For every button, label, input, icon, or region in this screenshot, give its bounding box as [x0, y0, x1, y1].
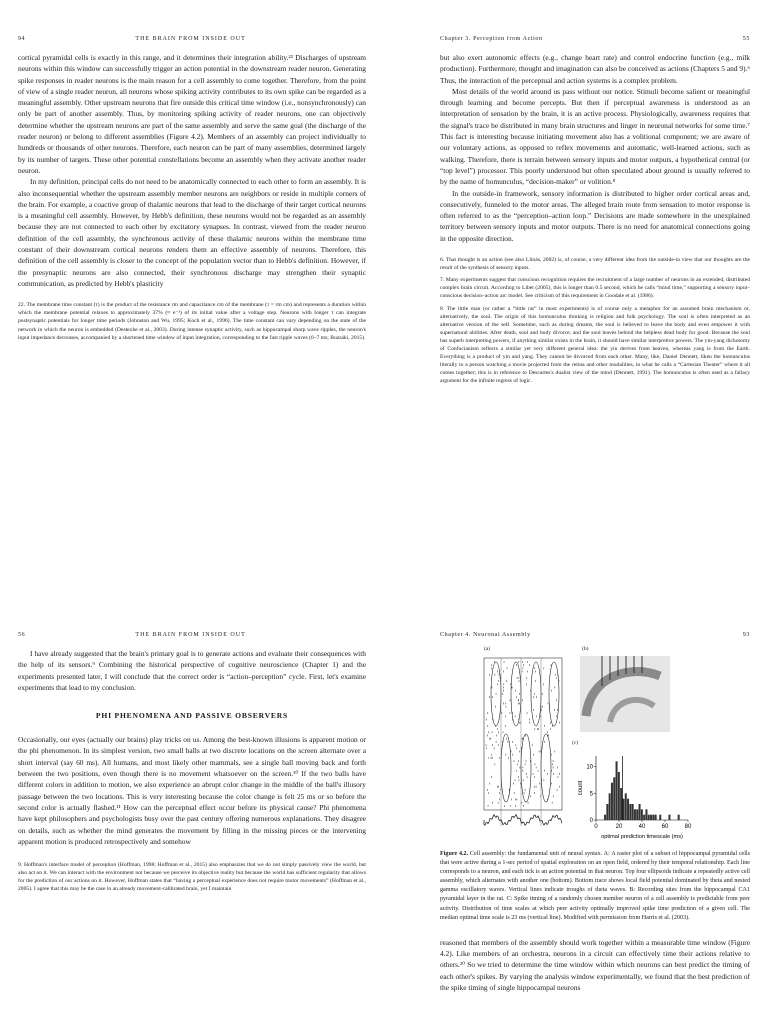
- y-tick-label: 5: [589, 791, 593, 798]
- page-header: [440, 632, 750, 638]
- y-tick-label: 0: [589, 818, 593, 824]
- histogram-bar: [606, 804, 608, 820]
- body-paragraph: In the outside-in framework, sensory information is distributed to higher order cortical areas and, consecutively, funneled to the motor areas. The alleged brain route from sensation to motor response is often referred to as the “perception–action loop.” Decisions are made somewhere in the unexplained territory between sensory inputs and motor outputs. There is no need for anatomical connections going in the opposite direction.: [440, 188, 750, 243]
- panel-a-label: (a): [484, 646, 491, 652]
- histogram-y-ticks: [586, 765, 596, 824]
- page-number: 56: [18, 632, 26, 638]
- histogram-bar: [611, 783, 613, 820]
- page-number: 93: [742, 632, 750, 638]
- histogram-bar: [609, 793, 611, 820]
- figure-caption: [440, 850, 750, 923]
- histogram-bar: [618, 772, 620, 820]
- x-tick-label: 40: [638, 824, 646, 830]
- histogram-bar: [655, 815, 657, 820]
- histogram-bar: [634, 809, 636, 820]
- chapter-head: Chapter 3. Perception from Action: [440, 36, 543, 42]
- histogram-bar: [636, 809, 638, 820]
- histogram-bar: [625, 793, 627, 820]
- section-heading: PHI PHENOMENA AND PASSIVE OBSERVERS: [95, 711, 289, 721]
- raster-plot: [480, 656, 566, 836]
- running-head: THE BRAIN FROM INSIDE OUT: [135, 36, 246, 42]
- x-tick-label: 80: [684, 824, 692, 830]
- histogram-bar: [627, 799, 629, 820]
- page-55: [440, 36, 750, 518]
- section-paragraph: Occasionally, our eyes (actually our brains) play tricks on us. Among the best-known illusions is apparent motion or the phi phenomenon. In its simplest version, two small balls at two discrete locations on the screen alternate over a short interval (say 60 ms). All humans, and most likely other mammals, see a single ball moving back and forth between the two positions, even though there is no movement whatsoever on the screen.¹⁰ If the two balls have different colors in addition to motion, we also experience an abrupt color change in the middle of the ball's illusory passage between the two locations. This is very interesting because the color change is felt 25 ms or so before the second color is actually flashed.¹¹ How can the perceptual effect occur before its physical cause? Phi phenomena have kept philosophers and psychologists busy over the past century offering numerous explanations. They disagree on details, such as whether the mind generates the movement by filling in the missing pieces or the intervening apparent motion is produced retrospectively and somehow: [18, 735, 366, 846]
- page-header: [18, 632, 366, 638]
- histogram-bar: [643, 815, 645, 820]
- histogram-bar: [641, 809, 643, 820]
- page-number: 94: [18, 36, 26, 42]
- page-94: [18, 36, 366, 518]
- assembly-ellipse: [541, 734, 551, 802]
- page-number: 55: [742, 36, 750, 42]
- theta-trough-lines: [501, 658, 541, 826]
- footnote: 22. The membrane time constant (τ) is the product of the resistance rm and capacitance cm of the membrane (τ = rm cm) and represents a duration within which the membrane potential relaxes to approximately 37% (≈ e⁻¹) of its initial value after a voltage step. Neurons with longer τ can integrate postsynaptic potentials for longer time periods (Johnston and Wu, 1995; Koch et al., 1996). The time constant can vary depending on the state of the network in which the neuron is embedded (Destexhe et al., 2003). During intense synaptic activity, such as hippocampal sharp wave ripples, the neuron's input impedance decreases, accompanied by a shortened time window of input integration, corresponding to the fast ripple waves (6–7 ms; Buzsáki, 2015).: [18, 302, 366, 341]
- histogram-bar: [648, 815, 650, 820]
- timescale-histogram: [576, 748, 696, 840]
- histogram-bar: [604, 815, 606, 820]
- histogram-bar: [659, 815, 661, 820]
- histogram-bar: [613, 777, 615, 820]
- histogram-bar: [629, 804, 631, 820]
- caption-text: Cell assembly: the fundamental unit of neural syntax. A: A raster plot of a subset of hippocampal pyramidal cells that were active during a 1-sec period of spatial exploration on an open field, ordered by their temporal relationship. Each line corresponds to a neuron, and each tick is an action potential in that neuron. Top four ellipsoids indicate a repeatedly active cell assembly, which alternates with another one (bottom). Bottom trace shows local field potential dominated by theta and nested gamma oscillatory waves. Vertical lines indicate troughs of theta waves. B: Recording sites from the hippocampal CA1 pyramidal layer in the rat. C: Spike timing of a randomly chosen member neuron of a cell assembly is predictable from peer activity. Distribution of time scales at which peer activity optimally improved spike time prediction of a given cell. The median optimal time scale is 23 ms (vertical line). Modified with permission from Harris et al. (2003).: [440, 851, 750, 921]
- assembly-ellipse: [521, 734, 531, 802]
- histogram-bar: [632, 804, 634, 820]
- histogram-bar: [668, 815, 670, 820]
- page-header: [440, 36, 750, 42]
- running-head: THE BRAIN FROM INSIDE OUT: [135, 632, 246, 638]
- x-tick-label: 20: [615, 824, 623, 830]
- x-tick-label: 0: [594, 824, 598, 830]
- histogram-bar: [650, 815, 652, 820]
- panel-b-label: (b): [582, 646, 589, 652]
- lfp-trace: [484, 815, 562, 826]
- page-93: [440, 632, 750, 1024]
- footnote: 9. Hoffman's interface model of perception (Hoffman, 1998; Hoffman et al., 2015) also emphasizes that we do not simply passively view the world, but also act on it. We can interact with the environment not because we perceive its objective reality but because the world has sufficient regularity that allows for the prediction of our actions on it. However, Hoffman states that “having a perceptual experience does not require motor movements” (Hoffman et al., 2005). I agree that this may be the case in an already movement-calibrated brain, yet I maintain: [18, 862, 366, 893]
- body-paragraph: cortical pyramidal cells is exactly in this range, and it determines their integration ability.²² Discharges of upstream neurons within this window can successfully trigger an action potential in the downstream reader neuron. Generating spike responses in reader neurons is the main reason for a cell assembly to come together. Therefore, from the point of view of a single reader neuron, all neurons whose spiking activity contributes to its own spike can be regarded as a meaningful assembly. Other upstream neurons that fire outside this critical time window (i.e., nonsynchronously) can only be part of another assembly. Thus, by monitoring spiking activity of reader neurons, one can objectively determine whether the upstream neurons are part of the same assembly and serve the same goal (the discharge of the reader neuron) or belong to different assemblies (Figure 4.2). Members of an assembly can project individually to hundreds or thousands of other neurons. Therefore, each neuron can be part of many assemblies, determined largely by its number of targets. These other potential constellations become an assembly when they activate another reader neuron.: [18, 53, 366, 175]
- body-paragraph: reasoned that members of the assembly should work together within a measurable time window (Figure 4.2). Like members of an orchestra, neurons in a circuit can effectively time their actions relative to others.²⁰ So we tried to determine the time window within which neurons can best predict the timing of each other's spikes. By varying the analysis window experimentally, we found that the best prediction of the spike timing of single hippocampal neurons: [440, 937, 750, 992]
- assembly-ellipse: [549, 662, 559, 726]
- y-tick-label: 10: [586, 764, 593, 771]
- x-tick-label: 60: [661, 824, 669, 830]
- footnote: 8. The little man (or rather a “little rat” in most experiments) is of course only a metaphor for an assumed brain mechanism or, alternatively, the soul. The origin of this homunculus thinking is religion and folk psychology. The soul is often interpreted as an alternative version of the self. Sometime, such as during dreams, the soul is believed to leave the body and even empower it with supernatural abilities. After death, soul and body divorce, and the soul leaves behind the helpless dead body for good. Because the soul has superb interpreting powers, if anything similar exists in the brain, it should have similar interpretive powers. The yin-yang dichotomy of Confucianism reflects a similar yet very different general idea: the yin derives from heaven, whereas yang is from the Earth. Everything is a product of yin and yang. They cannot be divorced from each other. Many, like, Daniel Dennett, liken the homunculus literally to a person watching a movie projected from the retina and other modalities, in what he calls a “Cartesian Theater” where it all comes together; this is in reference to Descartes's dualist view of the mind (Dennett, 1991). The homunculus is often used as a fallacy argument for the infinite regress of logic.: [440, 305, 750, 385]
- assembly-ellipses: [491, 662, 559, 802]
- intro-paragraph: I have already suggested that the brain's primary goal is to generate actions and evaluate their consequences with the help of its sensors.⁹ Combining the historical perspective of cognitive neuroscience (Chapter 1) and the experiments presented later, I will conclude that the correct order is “action–perception” cycle. First, let's examine experiments that lead to my conclusion.: [18, 649, 366, 692]
- histogram-bar: [639, 804, 641, 820]
- histogram-bar: [645, 809, 647, 820]
- page-56: [18, 632, 366, 1024]
- assembly-ellipse: [501, 734, 511, 802]
- histogram-bar: [652, 815, 654, 820]
- histogram-x-label: optimal prediction timescale (ms): [601, 834, 683, 840]
- page-header: [18, 36, 366, 42]
- caption-label: Figure 4.2.: [440, 851, 469, 857]
- histogram-bar: [616, 761, 618, 820]
- histogram-bars: [604, 761, 680, 820]
- histogram-bar: [620, 788, 622, 820]
- histogram-bar: [678, 815, 680, 820]
- body-paragraph: but also exert autonomic effects (e.g., change heart rate) and control endocrine function (e.g., milk production). Furthermore, thought and imagination can also be conceived as actions (Chapters 5 and 9).⁶ Thus, the interaction of the perceptual and action systems is a complex problem.: [440, 53, 750, 85]
- footnote: 7. Many experiments suggest that conscious recognition requires the recruitment of a large number of neurons in an extended, distributed complex brain circuit. According to Libet (2005), this is longer than 0.5 second, which he calls “mind time,” supporting a sensory input–conscious decision–action arc model. See criticism of this requirement in Goodale et al. (1986).: [440, 277, 750, 300]
- raster-ticks: [486, 661, 559, 807]
- assembly-ellipse: [531, 662, 541, 726]
- histogram-y-label: count: [578, 780, 584, 796]
- chapter-head: Chapter 4. Neuronal Assembly: [440, 632, 531, 638]
- body-paragraph: In my definition, principal cells do not need to be anatomically connected to each other to form an assembly. It is also inconsequential whether the upstream assembly member neurons are neighbors or reside in multiple corners of the brain. For example, a coactive group of thalamic neurons that lead to the discharge of their target cortical neurons is a meaningful cell assembly. However, by Hebb's definition, these neurons would not be regarded as an assembly because they are not connected to each other by excitatory synapses. In contrast, viewed from the reader neuron definition of the cell assembly, the synchronous activity of these thalamic neurons within the membrane time constant of their downstream cortical neurons renders them an effective assembly of neurons. Therefore, this definition of the cell assembly is closer to the concept of the population vector than to Hebb's definition. However, if the presynaptic neurons are also connected, their synchronous discharge may strengthen their synaptic communication, as predicted by Hebb's plasticity: [18, 177, 366, 288]
- hippocampus-panel: [580, 656, 670, 732]
- histogram-x-ticks: [594, 820, 692, 830]
- panel-c-label: (c): [572, 740, 579, 746]
- body-paragraph: Most details of the world around us pass without our notice. Stimuli become salient or meaningful through learning and become percepts. But then if perceptual awareness is understood as an interpretation of sensation by the brain, it is an active process. Physiologically, awareness requires that the signal's trace be distributed in many brain structures and linger in neuronal networks for some time.⁷ This fact is interesting because initiating movement also has a volitional component; we are aware of our voluntary actions, as opposed to reflex movements and automatic, well-learned actions, such as walking. Therefore, there is terrain between sensory inputs and motor outputs, a hypothetical central (or “top level”) processor. This poorly understood but often speculated about ground is usually referred to by the name of homunculus, “decision-maker” or volition.⁸: [440, 86, 750, 187]
- footnote: 6. That thought is an action (see also Llinás, 2002) is, of course, a very different idea from the outside-in view that our thoughts are the result of the synthesis of sensory inputs.: [440, 257, 750, 272]
- figure-4-2: [440, 648, 750, 844]
